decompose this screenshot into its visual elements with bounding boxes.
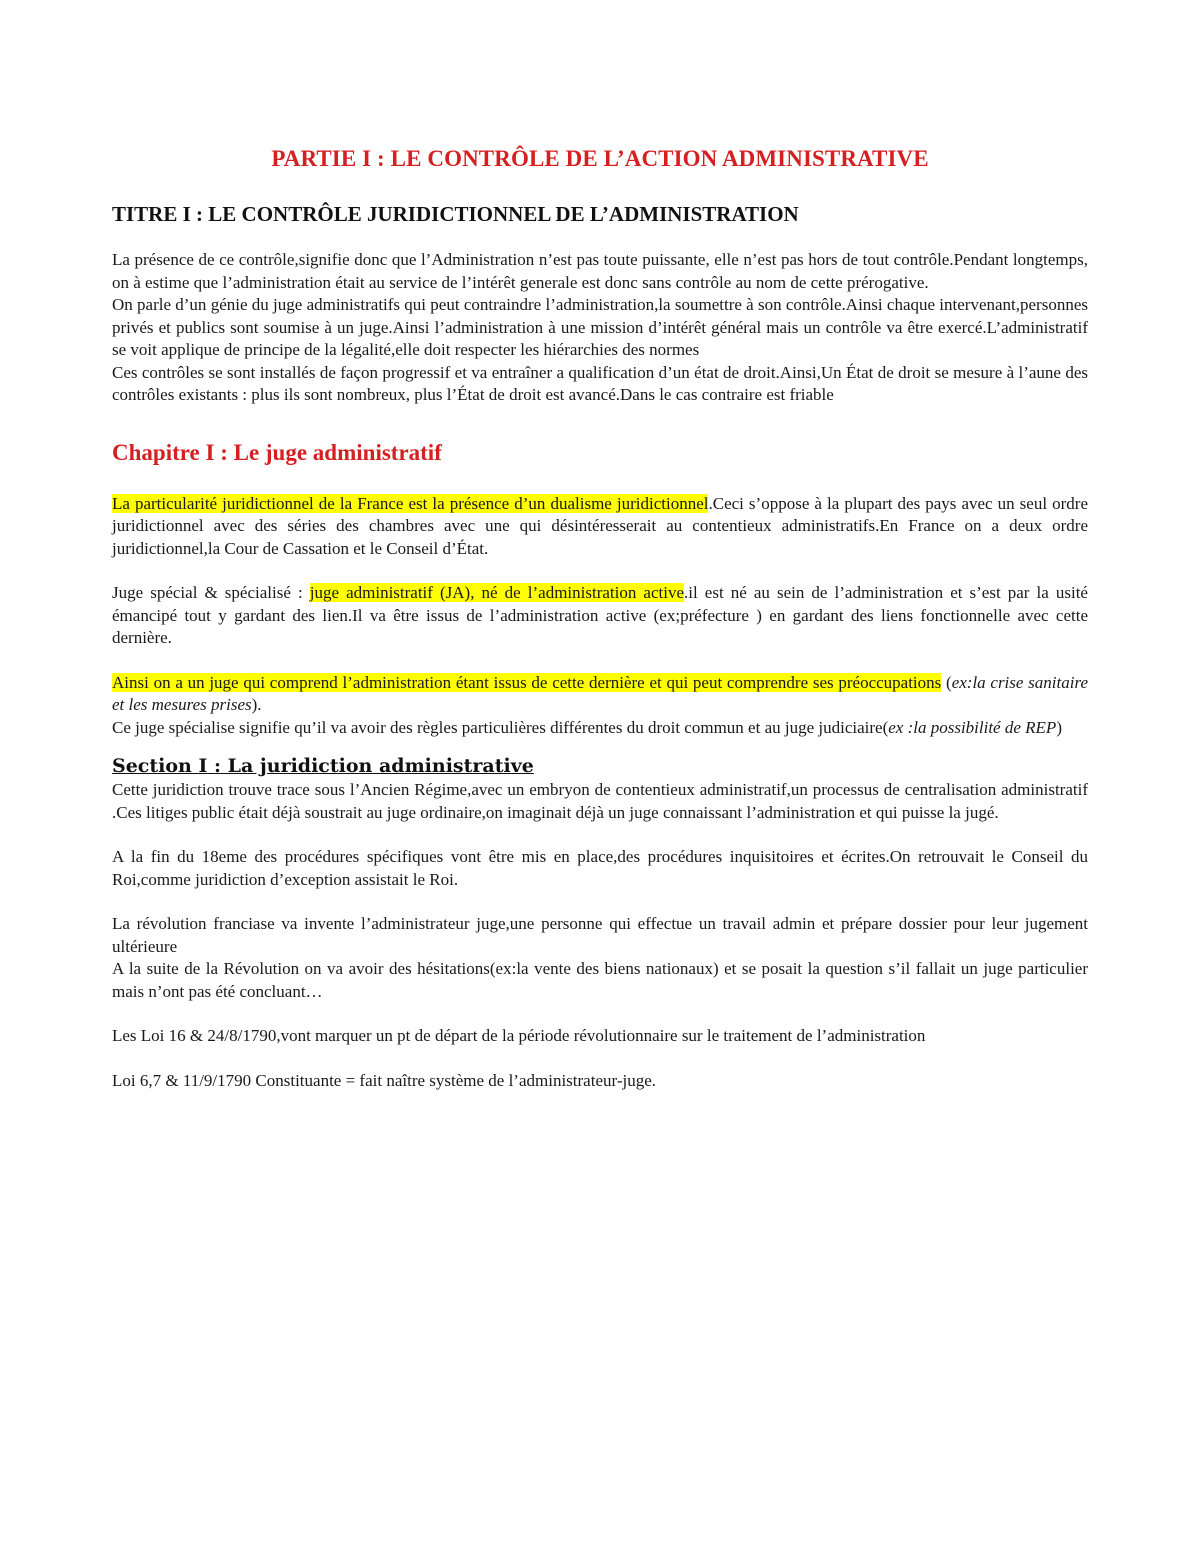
section-paragraph-4: A la suite de la Révolution on va avoir des hésitations(ex:la vente des biens nationaux) et se posait la question s’il fallait un juge particulier mais n’ont pas été concluant… bbox=[112, 959, 1088, 1001]
partie-heading: PARTIE I : LE CONTRÔLE DE L’ACTION ADMINISTRATIVE bbox=[271, 146, 929, 171]
section-paragraph-5: Les Loi 16 & 24/8/1790,vont marquer un pt de départ de la période révolutionnaire sur le traitement de l’administration bbox=[112, 1026, 926, 1045]
paragraph-text: ) bbox=[1056, 717, 1062, 737]
intro-paragraph-2: On parle d’un génie du juge administratifs qui peut contraindre l’administration,la soumettre à son contrôle.Ainsi chaque intervenant,personnes privés et publics sont soumise à un juge.Ainsi l’administration à une mission d’intérêt général mais un contrôle va être exercé.L’administratif se voit applique de principe de la légalité,elle doit respecter les hiérarchies des normes bbox=[112, 295, 1088, 359]
paragraph-text: Juge spécial & spécialisé : bbox=[112, 583, 310, 602]
paragraph-text: ( bbox=[941, 672, 952, 692]
intro-paragraph-3: Ces contrôles se sont installés de façon progressif et va entraîner a qualification d’un état de droit.Ainsi,Un État de droit se mesure à l’aune des contrôles existants : plus ils sont nombreux, plus l’État de droit est avancé.Dans le cas contraire est friable bbox=[112, 362, 1088, 404]
paragraph-text: .Ceci s’oppose à la plupart des pays avec un seul ordre juridictionnel avec des séries des chambres avec une qui désintéresserait au contentieux administratifs.En France on a deux ordre juridictionnel,la Cour de Cassation et le Conseil d’État. bbox=[112, 493, 1088, 558]
paragraph-gap bbox=[112, 1003, 1088, 1025]
section-paragraph-6: Loi 6,7 & 11/9/1790 Constituante = fait naître système de l’administrateur-juge. bbox=[112, 1070, 656, 1090]
section-paragraph-3: La révolution franciase va invente l’administrateur juge,une personne qui effectue un travail admin et prépare dossier pour leur jugement ultérieure bbox=[112, 914, 1088, 956]
paragraph-text: .il est né au sein de l’administration et s’est par la usité émancipé tout y gardant des lien.Il va être issus de l’administration active (ex;préfecture ) en gardant des liens fonctionnelle avec cette dernière. bbox=[112, 583, 1088, 647]
highlighted-text: Ainsi on a un juge qui comprend l’administration étant issus de cette dernière et qui peut comprendre ses préoccupations bbox=[112, 672, 942, 692]
chapter-paragraph-3 bbox=[112, 672, 1088, 717]
paragraph-gap bbox=[112, 891, 1088, 913]
section-heading: Section I : La juridiction administrative bbox=[112, 755, 534, 777]
italic-text: ex :la possibilité de REP bbox=[888, 717, 1057, 737]
chapter-paragraph-4 bbox=[112, 717, 1088, 740]
chapitre-heading: Chapitre I : Le juge administratif bbox=[112, 439, 442, 465]
paragraph-gap bbox=[112, 560, 1088, 582]
chapter-paragraph-1 bbox=[112, 493, 1088, 561]
section-paragraph-2: A la fin du 18eme des procédures spécifiques vont être mis en place,des procédures inquisitoires et écrites.On retrouvait le Conseil du Roi,comme juridiction d’exception assistait le Roi. bbox=[112, 847, 1088, 889]
paragraph-text: ). bbox=[251, 695, 262, 714]
paragraph-gap bbox=[112, 650, 1088, 672]
paragraph-text: Ce juge spécialise signifie qu’il va avoir des règles particulières différentes du droit commun et au juge judiciaire( bbox=[112, 717, 889, 737]
highlighted-text: La particularité juridictionnel de la France est la présence d’un dualisme juridictionnel bbox=[112, 493, 709, 513]
section-paragraph-1: Cette juridiction trouve trace sous l’Ancien Régime,avec un embryon de contentieux administratif,un processus de centralisation administratif .Ces litiges public était déjà soustrait au juge ordinaire,on imaginait déjà un juge connaissant l’administration et qui puisse la jugé. bbox=[112, 780, 1088, 822]
highlighted-text: juge administratif (JA), né de l’administration active bbox=[309, 583, 685, 602]
paragraph-gap bbox=[112, 824, 1088, 846]
italic-text: ex:la crise sanitaire et les mesures prises bbox=[112, 672, 1088, 714]
intro-paragraph-1: La présence de ce contrôle,signifie donc que l’Administration n’est pas toute puissante, elle n’est pas hors de tout contrôle.Pendant longtemps, on à estime que l’administration était au service de l’intérêt generale est donc sans contrôle au nom de cette prérogative. bbox=[112, 250, 1088, 292]
paragraph-gap bbox=[112, 1048, 1088, 1070]
chapter-paragraph-2 bbox=[112, 582, 1088, 650]
titre-heading: TITRE I : LE CONTRÔLE JURIDICTIONNEL DE L’ADMINISTRATION bbox=[112, 202, 799, 226]
